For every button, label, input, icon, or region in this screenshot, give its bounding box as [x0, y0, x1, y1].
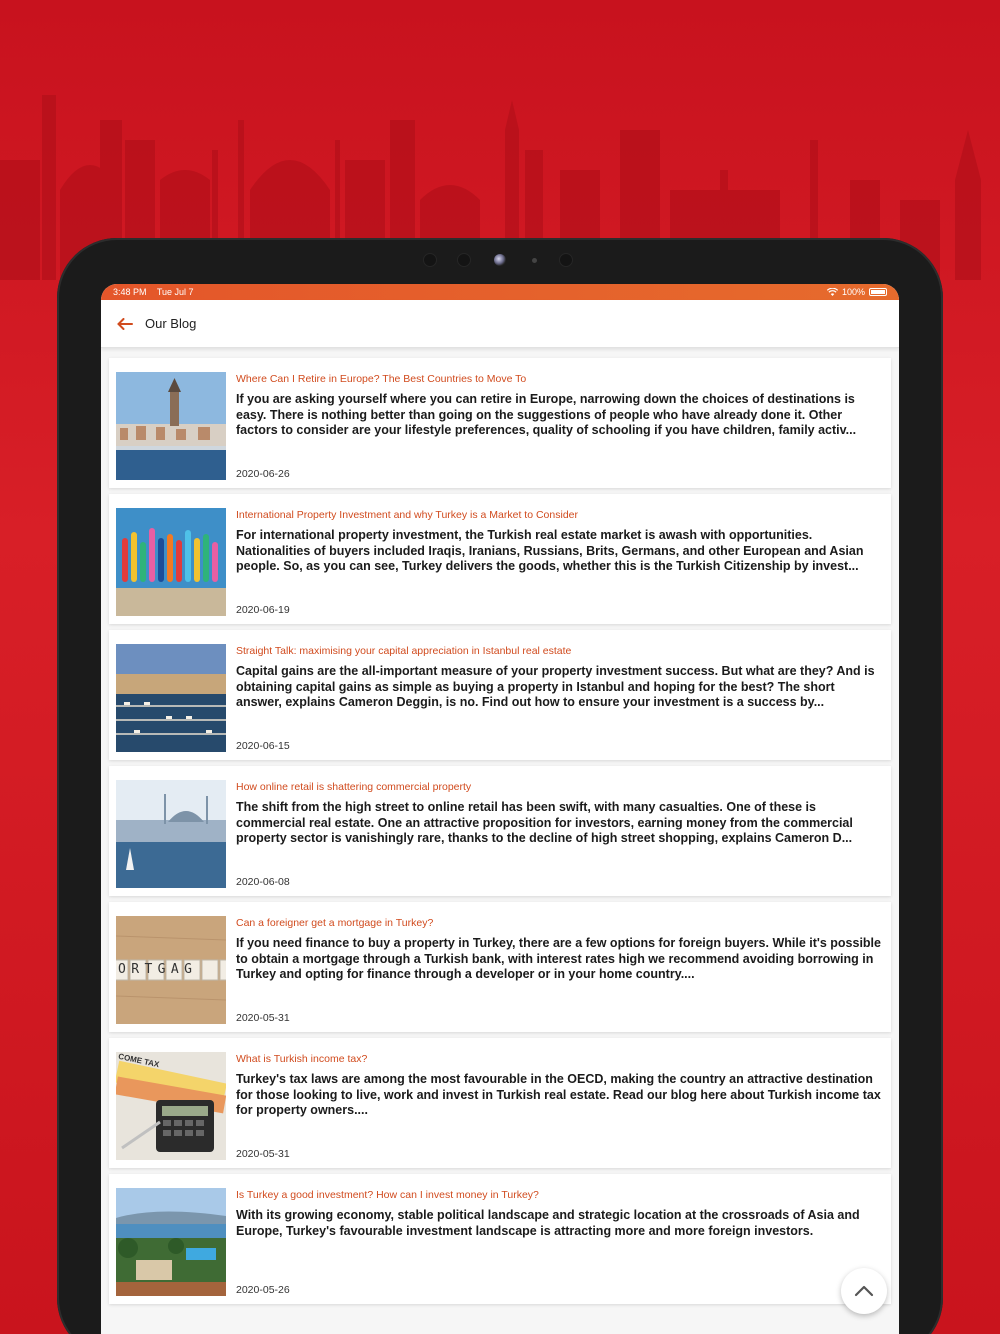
istanbul-waterfront-thumbnail — [116, 372, 226, 480]
sensor-dot-icon — [532, 258, 537, 263]
istanbul-mosque-thumbnail — [116, 780, 226, 888]
blog-card-date: 2020-05-31 — [236, 1012, 290, 1024]
blog-card-excerpt: Capital gains are the all-important measure of your property investment success. But what are they? And is obtaining capital gains as simple as buying a property in Istanbul and hoping for the best? The short answer, explains Cameron Deggin, is no. Find out how to ensure your investment is a success by... — [236, 664, 875, 709]
status-bar — [101, 284, 899, 300]
thumbnail-tax-text: COME TAX — [117, 1052, 161, 1070]
blog-card-excerpt: If you are asking yourself where you can retire in Europe, narrowing down the choices of destinations is easy. There is nothing better than going on the suggestions of people who have already done it. Other factors to consider are your lifestyle preferences, quality of schooling if you have children, family activ... — [236, 392, 857, 437]
blog-card-date: 2020-05-26 — [236, 1284, 290, 1296]
blog-card-date: 2020-05-31 — [236, 1148, 290, 1160]
nav-bar — [101, 300, 899, 348]
income-tax-thumbnail — [116, 1052, 226, 1160]
blog-card-title[interactable]: International Property Investment and why Turkey is a Market to Consider — [236, 509, 578, 521]
blog-card[interactable] — [109, 494, 891, 624]
blog-card-title[interactable]: Is Turkey a good investment? How can I invest money in Turkey? — [236, 1189, 539, 1201]
sensor-icon — [559, 253, 573, 267]
blog-card-date: 2020-06-26 — [236, 468, 290, 480]
blog-card-excerpt: If you need finance to buy a property in Turkey, there are a few options for foreign buyers. While it's possible to obtain a mortgage through a Turkish bank, with interest rates high we recommend avoiding borrowing in Turkey and opting for finance through a developer or in your home country.... — [236, 936, 881, 981]
blog-list — [101, 348, 899, 1304]
page-title: Our Blog — [145, 316, 197, 331]
blog-card-excerpt: With its growing economy, stable political landscape and strategic location at the crossroads of Asia and Europe, Turkey's favourable investment landscape is attracting more and more foreign investors. — [236, 1208, 860, 1238]
scroll-to-top-button[interactable] — [841, 1268, 887, 1314]
camera-bar — [57, 250, 943, 270]
blog-card[interactable] — [109, 630, 891, 760]
blog-card-date: 2020-06-08 — [236, 876, 290, 888]
blog-card-title[interactable]: What is Turkish income tax? — [236, 1053, 368, 1065]
colorful-boats-thumbnail — [116, 508, 226, 616]
chevron-up-icon — [854, 1285, 874, 1297]
blog-card-title[interactable]: How online retail is shattering commercial property — [236, 781, 472, 793]
blog-card-title[interactable]: Straight Talk: maximising your capital appreciation in Istanbul real estate — [236, 645, 572, 657]
blog-card-title[interactable]: Can a foreigner get a mortgage in Turkey? — [236, 917, 434, 929]
coastal-villa-thumbnail — [116, 1188, 226, 1296]
blog-card[interactable] — [109, 1038, 891, 1168]
blog-card-excerpt: For international property investment, the Turkish real estate market is awash with opportunities. Nationalities of buyers included Iraqis, Iranians, Russians, Brits, Germans, and other European and Asian people. So, as you can see, Turkey delivers the goods, whether this is the Turkish Citizenship by invest... — [236, 528, 864, 573]
camera-lens-icon — [494, 254, 506, 266]
thumbnail-tile-text: ORTGAG — [118, 962, 198, 977]
blog-card-title[interactable]: Where Can I Retire in Europe? The Best Countries to Move To — [236, 373, 527, 385]
blog-card[interactable] — [109, 358, 891, 488]
wifi-icon — [827, 288, 838, 296]
marina-thumbnail — [116, 644, 226, 752]
battery-percent: 100% — [841, 287, 865, 297]
blog-card[interactable] — [109, 766, 891, 896]
blog-card-date: 2020-06-19 — [236, 604, 290, 616]
status-time: 3:48 PM — [113, 287, 147, 297]
blog-card-date: 2020-06-15 — [236, 740, 290, 752]
blog-card[interactable] — [109, 902, 891, 1032]
blog-card-excerpt: The shift from the high street to online retail has been swift, with many casualties. One of these is commercial real estate. One an attractive proposition for investors, earning money from the commercial property sector is vanishingly rare, thanks to the decline of high street shopping, explains Cameron D... — [236, 800, 853, 845]
mortgage-tiles-thumbnail — [116, 916, 226, 1024]
app-screen — [101, 284, 899, 1334]
sensor-icon — [423, 253, 437, 267]
blog-card[interactable] — [109, 1174, 891, 1304]
sensor-icon — [457, 253, 471, 267]
battery-icon — [869, 288, 887, 296]
blog-card-excerpt: Turkey's tax laws are among the most favourable in the OECD, making the country an attractive destination for those looking to live, work and invest in Turkish real estate. Read our blog here about Turkish income tax for property owners.... — [236, 1072, 881, 1117]
status-date: Tue Jul 7 — [156, 287, 194, 297]
back-arrow-icon[interactable] — [115, 314, 135, 334]
